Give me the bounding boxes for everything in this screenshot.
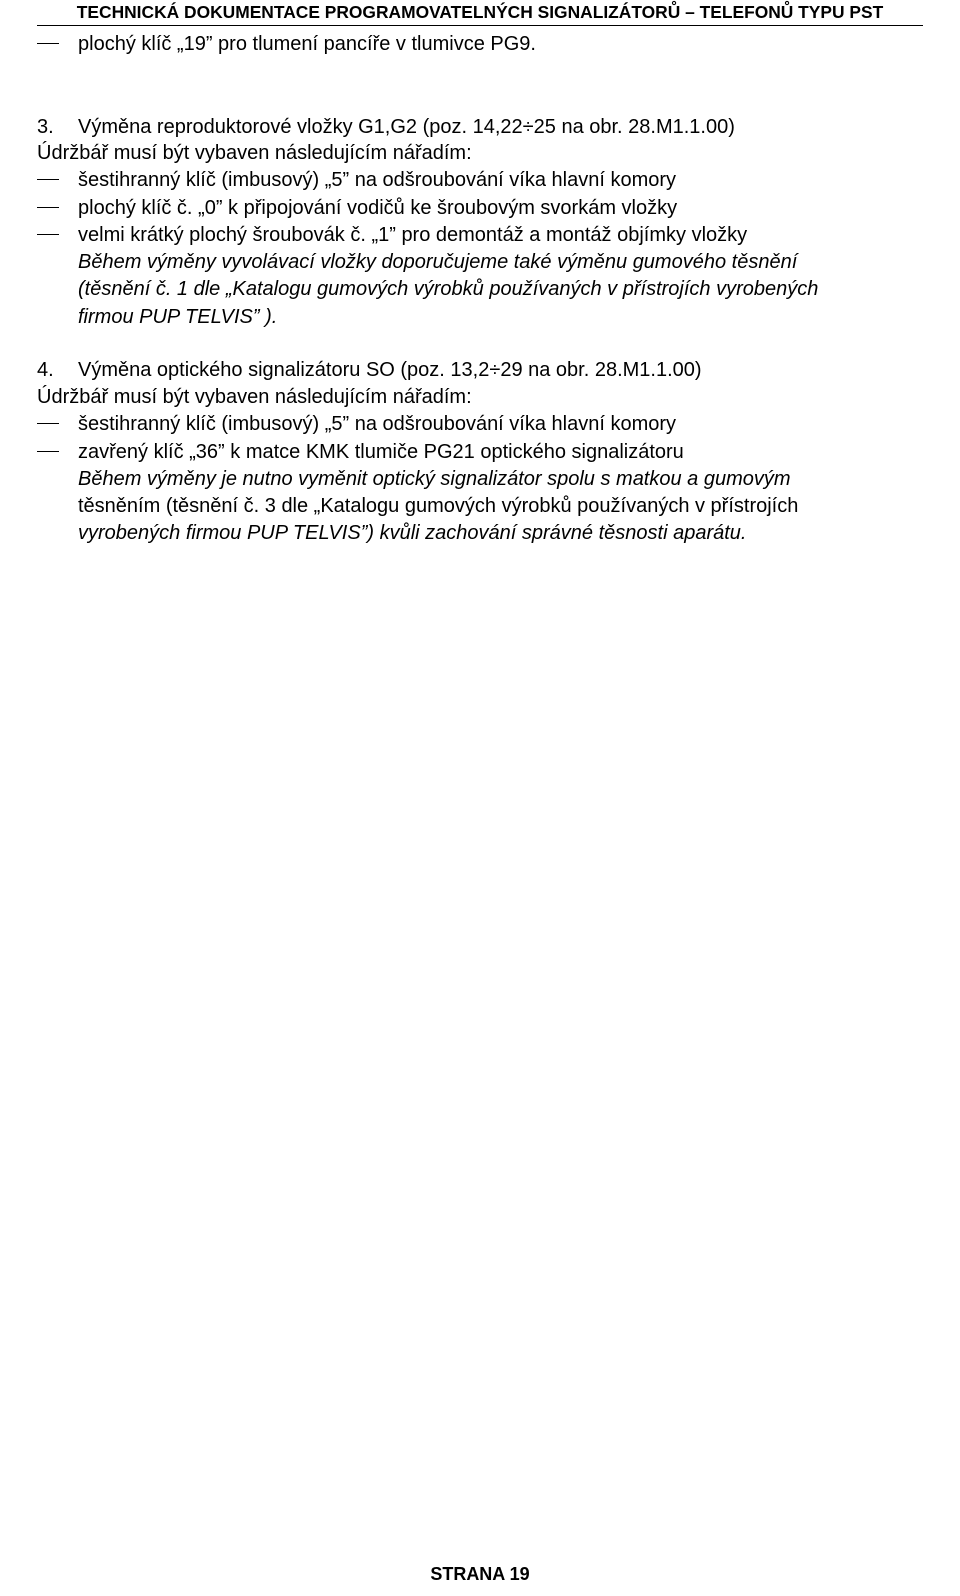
- note-text: Během výměny vyvolávací vložky doporučujeme také výměnu gumového těsnění: [78, 251, 798, 273]
- dash-bullet-icon: [37, 423, 59, 424]
- lead-text: Údržbář musí být vybaven následujícím nářadím:: [37, 142, 472, 164]
- list-item-text: velmi krátký plochý šroubovák č. „1” pro demontáž a montáž objímky vložky: [78, 224, 748, 246]
- note-text: těsněním (těsnění č. 3 dle „Katalogu gumových výrobků používaných v přístrojích: [78, 495, 799, 517]
- note-line: [0, 275, 960, 303]
- note-text: firmou PUP TELVIS” ).: [78, 306, 278, 328]
- dash-bullet-icon: [37, 234, 59, 235]
- lead-text: Údržbář musí být vybaven následujícím nářadím:: [37, 386, 472, 408]
- document-title: TECHNICKÁ DOKUMENTACE PROGRAMOVATELNÝCH SIGNALIZÁTORŮ – TELEFONŮ TYPU PST: [76, 2, 884, 22]
- dash-bullet-icon: [37, 207, 59, 208]
- note-line: [0, 465, 960, 493]
- note-line: [0, 492, 960, 520]
- note-line: [0, 248, 960, 276]
- section-lead: [0, 139, 960, 167]
- section-lead: [0, 383, 960, 411]
- note-line: [0, 519, 960, 547]
- section-number: 3.: [37, 116, 54, 138]
- section-number: 4.: [37, 359, 54, 381]
- list-item: [0, 438, 960, 466]
- section-title: Výměna optického signalizátoru SO (poz. 13,2÷29 na obr. 28.M1.1.00): [78, 359, 702, 381]
- page-header: [37, 0, 923, 26]
- dash-bullet-icon: [37, 451, 59, 452]
- section-title: Výměna reproduktorové vložky G1,G2 (poz. 14,22÷25 na obr. 28.M1.1.00): [78, 116, 735, 138]
- list-item: [0, 194, 960, 222]
- list-item-text: plochý klíč „19” pro tlumení pancíře v tlumivce PG9.: [78, 33, 536, 55]
- note-text: vyrobených firmou PUP TELVIS”) kvůli zachování správné těsnosti aparátu.: [78, 522, 747, 544]
- list-item-text: šestihranný klíč (imbusový) „5” na odšroubování víka hlavní komory: [78, 413, 677, 435]
- list-item: [0, 30, 960, 58]
- list-item: [0, 410, 960, 438]
- list-item: [0, 221, 960, 249]
- list-item-text: plochý klíč č. „0” k připojování vodičů ke šroubovým svorkám vložky: [78, 197, 678, 219]
- section-heading: [0, 356, 960, 384]
- dash-bullet-icon: [37, 43, 59, 44]
- list-item-text: zavřený klíč „36” k matce KMK tlumiče PG21 optického signalizátoru: [78, 441, 684, 463]
- list-item-text: šestihranný klíč (imbusový) „5” na odšroubování víka hlavní komory: [78, 169, 677, 191]
- page-number: STRANA 19: [430, 1564, 530, 1584]
- note-text: Během výměny je nutno vyměnit optický signalizátor spolu s matkou a gumovým: [78, 468, 791, 490]
- section-heading: [0, 113, 960, 141]
- dash-bullet-icon: [37, 179, 59, 180]
- note-line: [0, 303, 960, 331]
- page-footer: [0, 1562, 960, 1586]
- note-text: (těsnění č. 1 dle „Katalogu gumových výrobků používaných v přístrojích vyrobených: [78, 278, 819, 300]
- list-item: [0, 166, 960, 194]
